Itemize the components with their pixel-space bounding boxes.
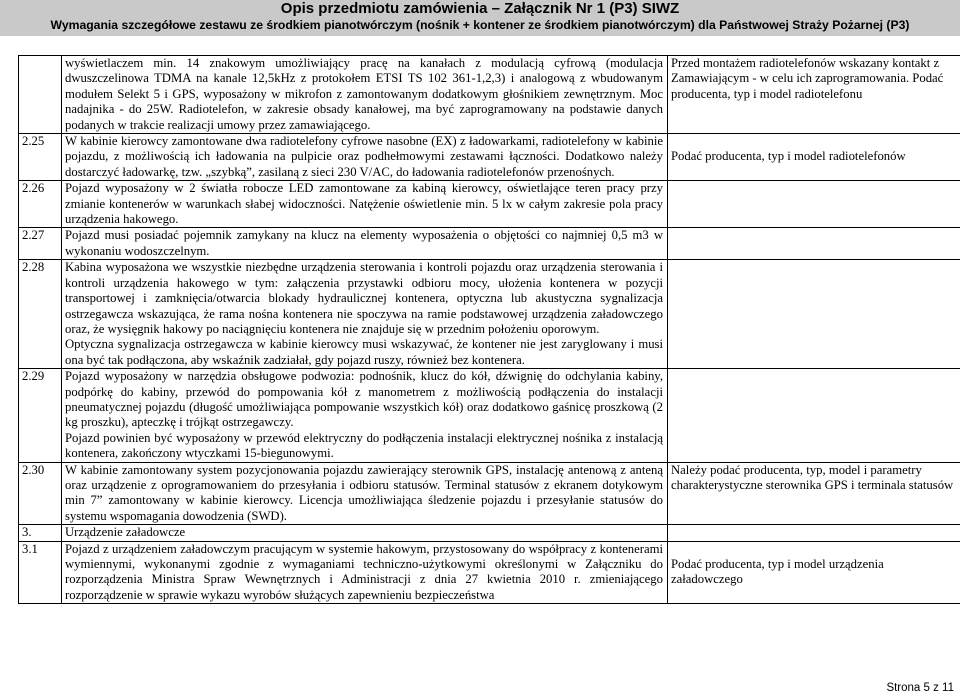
table-row [19,541,960,604]
table-row [19,525,960,541]
row-number [19,56,62,134]
supplier-note: Podać producenta, typ i model radiotelefonów [668,134,960,181]
row-number: 2.29 [19,369,62,462]
requirement-paragraph: Pojazd wyposażony w 2 światła robocze LED zamontowane za kabiną kierowcy, oświetlające teren pracy przy zmianie kontenerów w warunkach słabej widoczności. Natężenie oświetlenie min. 5 lx w całym zakresie pola pracy urządzenia hakowego. [65,181,663,227]
requirements-table-body [19,56,960,604]
row-number: 2.30 [19,462,62,525]
supplier-note [668,525,960,541]
row-number: 3.1 [19,541,62,604]
document-header [0,0,960,36]
requirement-paragraph: Kabina wyposażona we wszystkie niezbędne urządzenia sterowania i kontroli pojazdu oraz urządzenia sterowania i kontroli urządzenia hakowego w tym: załączenia przystawki odbioru mocy, ułożenia kontenera w pozycji transportowej i zamknięcia/otwarcia blokady hydraulicznej kontenera, optyczna lub akustyczna sygnalizacja ostrzegawcza wskazująca, że rama nośna kontenera nie spoczywa na ramie podstawowej urządzenia załadowczego oraz, że wysięgnik hakowy po naciągnięciu kontenera nie znajduje się w przednim położeniu oporowym. [65,260,663,336]
requirement-paragraph: Pojazd z urządzeniem załadowczym pracującym w systemie hakowym, przystosowany do współpracy z kontenerami wymiennymi, wykonanymi zgodnie z wymaganiami techniczno-użytkowymi określonymi w Załączniku do rozporządzenia Ministra Spraw Wewnętrznych i Administracji z dnia 27 kwietnia 2010 r. zmieniającego rozporządzenie w sprawie wykazu wyrobów służących zapewnieniu bezpieczeństwa [65,541,663,602]
requirement-text [62,260,668,369]
requirement-text [62,541,668,604]
table-row [19,134,960,181]
requirement-text [62,462,668,525]
row-number: 3. [19,525,62,541]
requirement-paragraph: Pojazd powinien być wyposażony w przewód elektryczny do podłączenia instalacji elektrycznej nośnika z instalacją kontenera, zakończony wtyczkami 15-biegunowymi. [65,430,663,461]
document-title: Opis przedmiotu zamówienia – Załącznik Nr 1 (P3) SIWZ [280,0,680,17]
requirement-text [62,525,668,541]
requirements-table [18,55,960,604]
supplier-note [668,181,960,228]
requirement-text [62,228,668,260]
requirement-paragraph: Pojazd wyposażony w narzędzia obsługowe podwozia: podnośnik, klucz do kół, dźwignię do odchylania kabiny, podpórkę do kabiny, przewód do pompowania kół z manometrem z możliwością podłączenia do instalacji pneumatycznej pojazdu (długość umożliwiająca pompowanie wszystkich kół) oraz dodatkowo gaśnicę proszkową (2 kg proszku), apteczkę i trójkąt ostrzegawczy. [65,369,663,430]
row-number: 2.26 [19,181,62,228]
supplier-note: Przed montażem radiotelefonów wskazany kontakt z Zamawiającym - w celu ich zaprogramowania. Podać producenta, typ i model radiotelefonu [668,56,960,134]
supplier-note: Należy podać producenta, typ, model i parametry charakterystyczne sterownika GPS i terminala statusów [668,462,960,525]
table-row [19,56,960,134]
supplier-note: Podać producenta, typ i model urządzenia załadowczego [668,541,960,604]
table-row [19,260,960,369]
requirement-text [62,181,668,228]
row-number: 2.25 [19,134,62,181]
table-row [19,181,960,228]
requirement-paragraph: W kabinie kierowcy zamontowane dwa radiotelefony cyfrowe nasobne (EX) z ładowarkami, radiotelefony w kabinie pojazdu, z możliwością ich ładowania na pulpicie oraz podhełmowymi zestawami łączności. Dodatkowo należy dostarczyć ładowarkę, tzw. „szybką”, zasilaną z sieci 230 V/AC, do ładowania radiotelefonów przenośnych. [65,134,663,179]
supplier-note [668,369,960,462]
row-number: 2.27 [19,228,62,260]
requirement-paragraph: wyświetlaczem min. 14 znakowym umożliwiający pracę na kanałach z modulacją cyfrową (modulacja dwuszczelinowa TDMA na kanale 12,5kHz z protokołem ETSI TS 102 361-1,2,3) i analogową z wbudowanym modułem Selekt 5 i GPS, wyposażony w mikrofon z zamontowanym dodatkowym głośnikiem zewnętrznym. Moc nadajnika - do 25W. Radiotelefon, w zakresie obsady kanałowej, ma być zaprogramowany na podstawie danych podanych w trakcie realizacji umowy przez zamawiającego. [65,56,663,132]
row-number: 2.28 [19,260,62,369]
requirement-paragraph: Pojazd musi posiadać pojemnik zamykany na klucz na elementy wyposażenia o objętości co najmniej 0,5 m3 w wykonaniu wodoszczelnym. [65,228,663,258]
page-number: Strona 5 z 11 [886,682,954,694]
requirement-text [62,56,668,134]
supplier-note [668,228,960,260]
document-subtitle: Wymagania szczegółowe zestawu ze środkiem pianotwórczym (nośnik + kontener ze środkiem pianotwórczym) dla Państwowej Straży Pożarnej (P3) [50,18,910,32]
requirement-paragraph: W kabinie zamontowany system pozycjonowania pojazdu zawierający sterownik GPS, instalację antenową z anteną oraz urządzenie z oprogramowaniem do przesyłania i odbioru statusów. Terminal statusów z ekranem dotykowym min 7” zamontowany w kabinie kierowcy. Licencja umożliwiająca śledzenie pojazdu i przesyłanie statusów do systemu wspomagania dowodzenia (SWD). [65,462,663,523]
supplier-note [668,260,960,369]
requirement-text [62,134,668,181]
requirement-text [62,369,668,462]
table-row [19,462,960,525]
table-row [19,228,960,260]
requirement-paragraph: Optyczna sygnalizacja ostrzegawcza w kabinie kierowcy musi wskazywać, że kontener nie jest zaryglowany i musi ona być tak podłączona, aby wskaźnik zadziałał, gdy pojazd ruszy, również bez kontenera. [65,337,663,367]
table-row [19,369,960,462]
requirement-paragraph: Urządzenie załadowcze [65,525,186,540]
